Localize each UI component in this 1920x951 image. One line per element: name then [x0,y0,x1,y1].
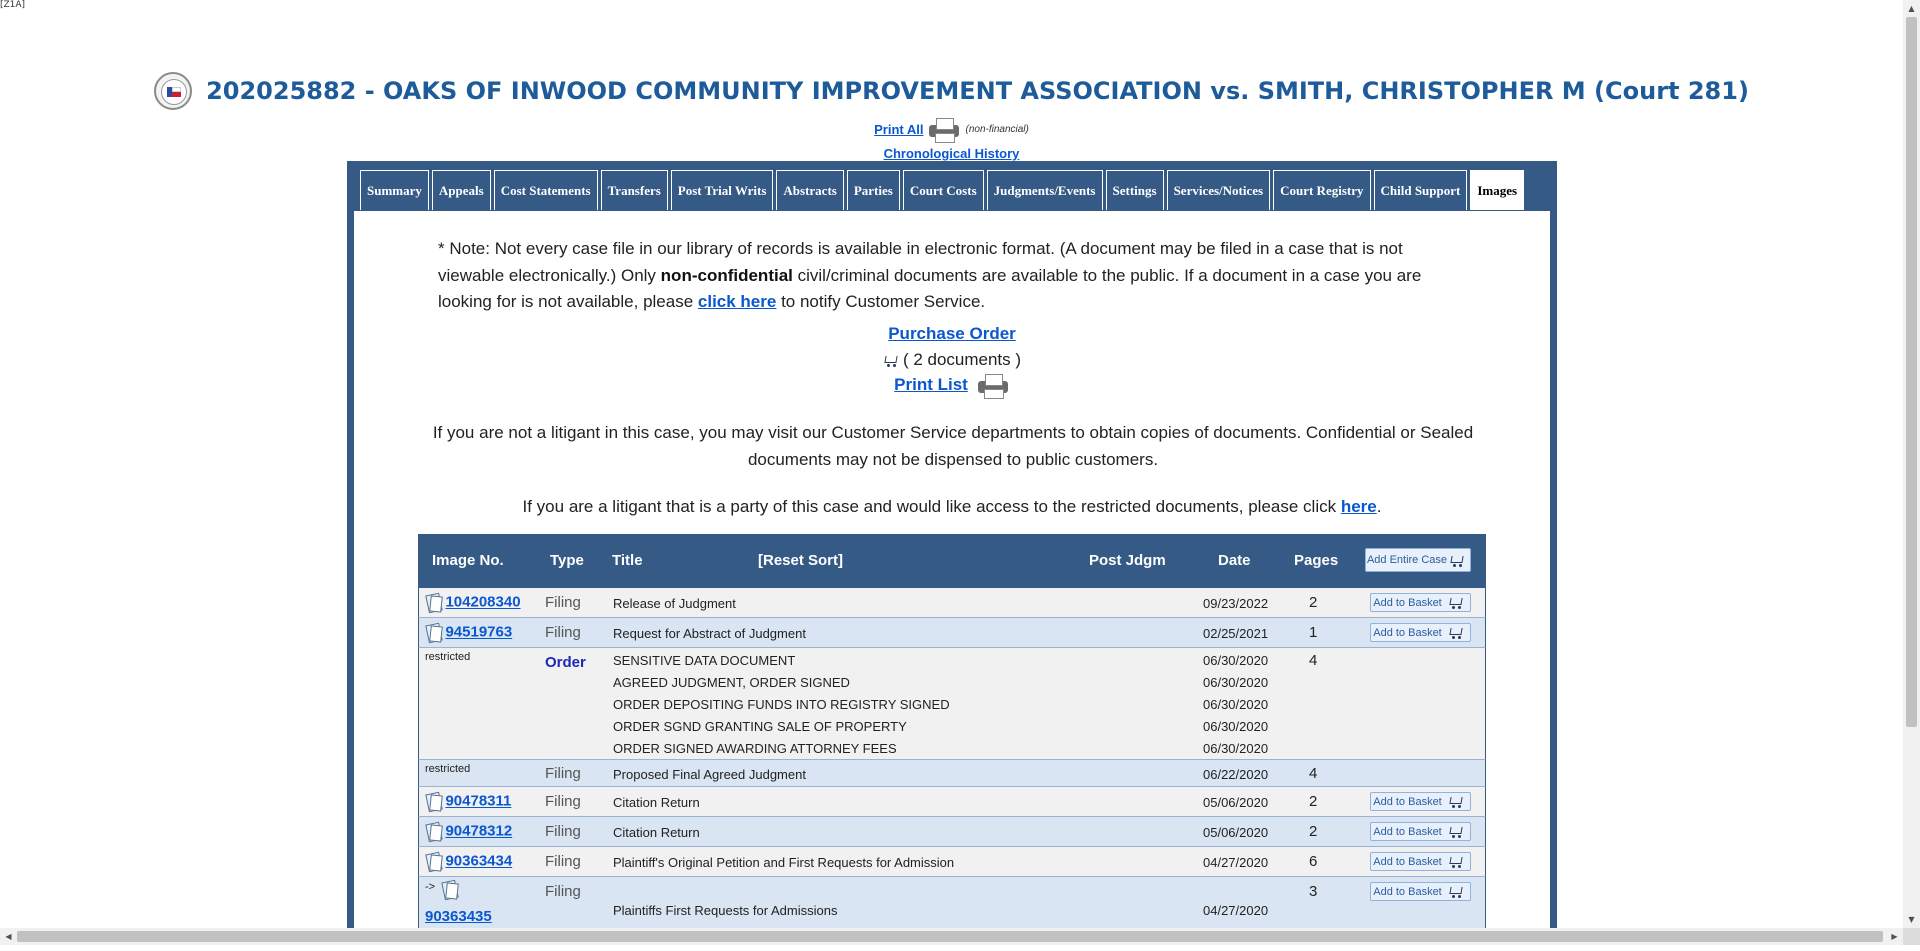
doc-date: 05/06/2020 [1203,825,1269,840]
click-here-link[interactable]: click here [697,292,777,311]
table-row [418,847,1486,877]
table-row [418,817,1486,847]
doc-pages: 4 [1309,652,1318,669]
note-text-3: to notify Customer Service. [776,292,986,311]
document-icon[interactable] [425,822,441,841]
documents-count: ( 2 documents ) [902,350,1022,369]
doc-title: ORDER SGND GRANTING SALE OF PROPERTY [613,719,907,734]
chronological-history-row [0,143,1903,162]
purchase-order-link[interactable]: Purchase Order [888,324,1016,343]
doc-title: ORDER SIGNED AWARDING ATTORNEY FEES [613,741,897,756]
image-number-link[interactable]: 104208340 [445,593,521,611]
image-number-link[interactable]: 90478311 [445,792,512,810]
doc-type: Filing [545,765,581,782]
doc-title: ORDER DEPOSITING FUNDS INTO REGISTRY SIGNED [613,697,950,712]
tab-abstracts[interactable]: Abstracts [776,170,843,210]
cart-icon [1448,626,1464,639]
document-icon[interactable] [425,593,441,612]
note-text: * Note: Not every case file in our library of records is available in electronic format. (A document may be filed in a case that is not viewable electronically.) Only [438,239,1403,285]
non-financial-note: (non-financial) [965,123,1029,135]
add-to-basket-label: Add to Basket [1373,855,1442,868]
case-panel [347,161,1557,945]
document-icon[interactable] [425,792,441,811]
printer-icon[interactable] [927,117,961,141]
doc-date: 04/27/2020 [1203,855,1269,870]
doc-type: Filing [545,594,581,611]
add-entire-case-label: Add Entire Case [1366,554,1448,566]
image-number-link[interactable]: 90363434 [445,852,513,870]
purchase-order-row [354,324,1550,344]
add-to-basket-label: Add to Basket [1373,596,1442,609]
doc-title: Citation Return [613,795,700,810]
col-pages[interactable]: Pages [1294,552,1339,569]
add-to-basket-label: Add to Basket [1373,825,1442,838]
doc-type: Filing [545,883,581,900]
print-all-link[interactable]: Print All [874,121,924,137]
cart-icon [1448,825,1464,838]
add-to-basket-button[interactable] [1370,852,1471,871]
tab-services-notices[interactable]: Services/Notices [1167,170,1271,210]
table-row [418,787,1486,817]
tab-appeals[interactable]: Appeals [432,170,491,210]
tab-cost-statements[interactable]: Cost Statements [494,170,598,210]
cart-icon [1448,596,1464,609]
tab-transfers[interactable]: Transfers [601,170,668,210]
add-to-basket-button[interactable] [1370,593,1471,612]
scroll-down-icon[interactable]: ▼ [1908,915,1915,924]
doc-date: 06/30/2020 [1203,719,1269,734]
vertical-scroll-thumb[interactable] [1906,17,1917,727]
cart-icon [1448,855,1464,868]
images-tab-content [354,211,1550,951]
horizontal-scrollbar[interactable] [0,928,1903,945]
doc-type: Filing [545,853,581,870]
vertical-scrollbar[interactable] [1903,0,1920,928]
add-to-basket-label: Add to Basket [1373,885,1442,898]
table-row [418,618,1486,648]
doc-pages: 4 [1309,765,1318,782]
availability-note [438,236,1468,316]
chronological-history-link[interactable]: Chronological History [883,146,1020,161]
tab-summary[interactable]: Summary [360,170,429,210]
print-all-row [0,117,1903,141]
tab-court-registry[interactable]: Court Registry [1273,170,1370,210]
tab-court-costs[interactable]: Court Costs [903,170,984,210]
doc-date: 02/25/2021 [1203,626,1269,641]
image-number-link[interactable]: 90363435 [425,908,492,925]
document-icon[interactable] [425,852,441,871]
tab-settings[interactable]: Settings [1106,170,1164,210]
col-title[interactable]: Title [612,552,643,569]
restricted-label: restricted [425,651,471,663]
col-post-jdgm[interactable]: Post Jdgm [1089,552,1166,569]
add-to-basket-label: Add to Basket [1373,795,1442,808]
doc-pages: 2 [1309,594,1318,611]
doc-title: Plaintiff's Original Petition and First Requests for Admission [613,855,955,870]
tab-images[interactable]: Images [1470,170,1524,210]
doc-pages: 1 [1309,624,1318,641]
doc-date: 06/22/2020 [1203,767,1269,782]
doc-pages: 2 [1309,793,1318,810]
doc-date: 04/27/2020 [1203,903,1269,918]
case-header [0,72,1903,110]
image-number-link[interactable]: 90478312 [445,822,513,840]
tab-child-support[interactable]: Child Support [1374,170,1468,210]
add-to-basket-button[interactable] [1370,822,1471,841]
litigant-period: . [1376,497,1382,516]
reset-sort-link[interactable]: [Reset Sort] [758,552,844,569]
corner-tag: [Z1A] [0,0,26,10]
table-row [418,588,1486,618]
tab-parties[interactable]: Parties [847,170,900,210]
horizontal-scroll-thumb[interactable] [17,931,1883,942]
print-list-link[interactable]: Print List [894,375,968,394]
document-icon[interactable] [425,623,441,642]
table-row [418,877,1486,929]
scrollbar-corner [1903,928,1920,945]
doc-pages: 6 [1309,853,1318,870]
col-date[interactable]: Date [1218,552,1251,569]
doc-pages: 2 [1309,823,1318,840]
print-list-printer-icon[interactable] [976,373,1010,397]
add-to-basket-button[interactable] [1370,792,1471,811]
litigant-info [354,497,1550,517]
tab-bar [360,170,1524,210]
documents-count-row [354,350,1550,370]
doc-title: Request for Abstract of Judgment [613,626,806,641]
litigant-text: If you are a litigant that is a party of this case and would like access to the restricted documents, please click [522,497,1341,516]
cart-icon [1448,795,1464,808]
document-icon[interactable] [441,880,457,899]
cart-icon [883,354,899,367]
add-to-basket-button[interactable] [1370,882,1471,901]
doc-type: Filing [545,793,581,810]
doc-type: Order [545,654,586,671]
doc-title: Citation Return [613,825,700,840]
restricted-label: restricted [425,763,471,775]
doc-date: 06/30/2020 [1203,675,1269,690]
case-title: 202025882 - OAKS OF INWOOD COMMUNITY IMPROVEMENT ASSOCIATION vs. SMITH, CHRISTOPHER M (Court 281) [206,77,1749,105]
doc-pages: 3 [1309,883,1318,900]
copies-info: If you are not a litigant in this case, you may visit our Customer Service departments to obtain copies of documents. Confidential or Sealed documents may not be dispensed to public customers. [432,423,1474,469]
doc-type: Filing [545,624,581,641]
add-to-basket-button[interactable] [1370,623,1471,642]
print-list-row [354,373,1550,397]
note-text-2: civil/criminal documents are available to the public. If a document in a case you are looking for is not available, please [438,265,1422,311]
col-type[interactable]: Type [550,552,584,569]
doc-title: Plaintiffs First Requests for Admissions [613,903,838,918]
doc-date: 06/30/2020 [1203,653,1269,668]
cart-icon [1448,885,1464,898]
doc-date: 09/23/2022 [1203,596,1269,611]
table-header [418,534,1486,588]
note-bold: non-confidential [660,265,793,285]
scroll-right-icon[interactable]: ▶ [1891,932,1898,941]
doc-title: Proposed Final Agreed Judgment [613,767,806,782]
restricted-access-link[interactable]: here [1340,497,1377,516]
image-number-link[interactable]: 94519763 [445,623,513,641]
doc-title: AGREED JUDGMENT, ORDER SIGNED [613,675,850,690]
add-to-basket-label: Add to Basket [1373,626,1442,639]
cart-icon [1449,554,1465,567]
table-row [418,648,1486,760]
col-image-no[interactable]: Image No. [432,552,504,569]
doc-title: Release of Judgment [613,596,736,611]
images-table [418,534,1486,929]
doc-date: 06/30/2020 [1203,741,1269,756]
doc-type: Filing [545,823,581,840]
doc-date: 05/06/2020 [1203,795,1269,810]
tab-judgments-events[interactable]: Judgments/Events [987,170,1103,210]
scroll-up-icon[interactable]: ▲ [1908,4,1915,13]
add-entire-case-button[interactable] [1365,548,1471,572]
tab-post-trial-writs[interactable]: Post Trial Writs [671,170,774,210]
arrow-marker: -> [425,881,436,893]
doc-date: 06/30/2020 [1203,697,1269,712]
scroll-left-icon[interactable]: ◀ [5,932,12,941]
table-row [418,760,1486,787]
doc-title: SENSITIVE DATA DOCUMENT [613,653,796,668]
county-seal-icon [154,72,192,110]
